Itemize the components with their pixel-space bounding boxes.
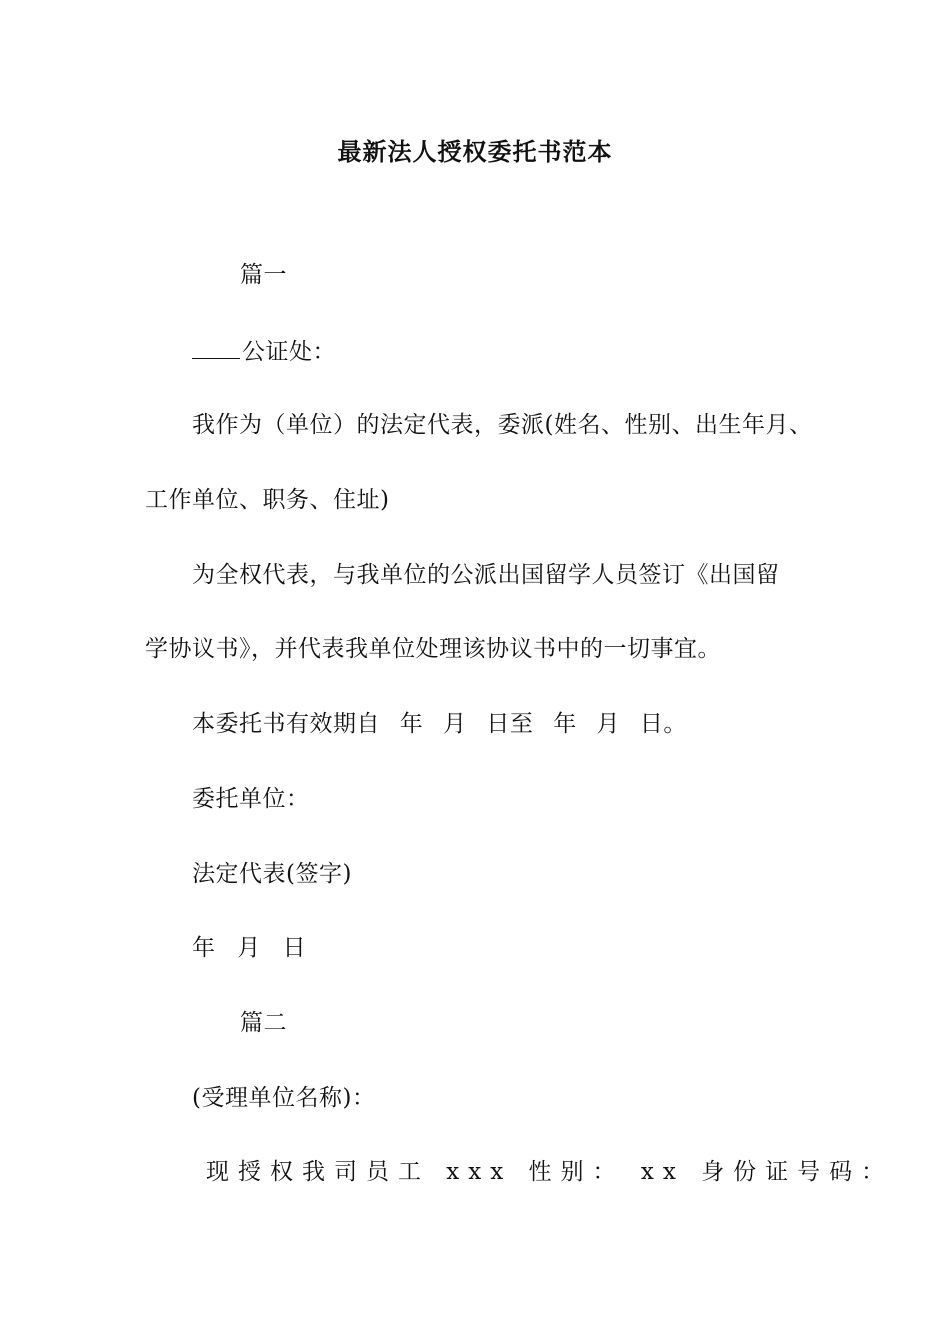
addressee-text: 公证处： xyxy=(242,339,336,365)
paragraph-1-line-1: 我作为（单位）的法定代表，委派(姓名、性别、出生年月、 xyxy=(192,412,813,438)
legal-representative-signature: 法定代表(签字) xyxy=(192,861,352,887)
paragraph-1-line-2: 工作单位、职务、住址) xyxy=(145,487,390,513)
section-heading-2: 篇二 xyxy=(240,1010,287,1036)
validity-period: 本委托书有效期自 年 月 日至 年 月 日。 xyxy=(192,711,687,737)
entrusting-unit: 委托单位： xyxy=(192,786,310,812)
recipient-unit: (受理单位名称)： xyxy=(192,1085,376,1111)
blank-underline xyxy=(192,336,240,359)
paragraph-2-line-2: 学协议书》，并代表我单位处理该协议书中的一切事宜。 xyxy=(145,636,721,662)
signature-date: 年 月 日 xyxy=(192,935,307,961)
document-title: 最新法人授权委托书范本 xyxy=(337,137,613,166)
paragraph-2-line-1: 为全权代表，与我单位的公派出国留学人员签订《出国留 xyxy=(192,562,780,588)
addressee-line xyxy=(192,336,336,367)
authorization-line: 现授权我司员工 xxx 性别： xx 身份证号码： xyxy=(206,1159,894,1185)
section-heading-1: 篇一 xyxy=(240,262,287,288)
